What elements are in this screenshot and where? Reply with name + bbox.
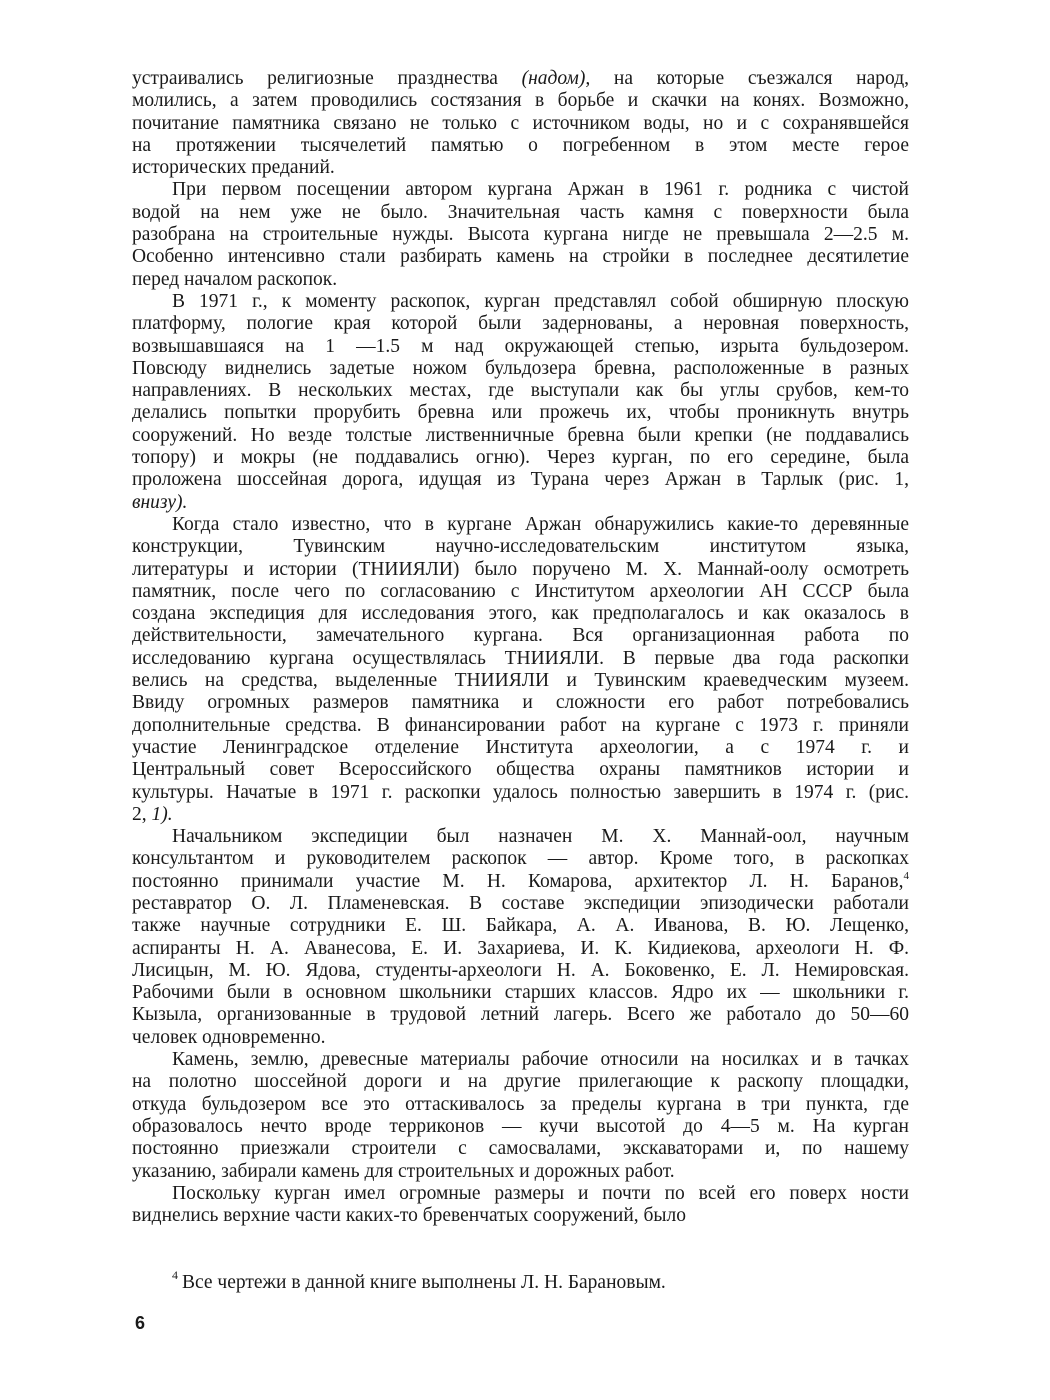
text-line: [132, 625, 909, 647]
text-line: [132, 469, 909, 491]
text-segment: культуры. Начатые в 1971 г. раскопки удалось полностью завершить в 1974 г. (рис.: [132, 781, 909, 803]
text-segment: конструкции, Тувинским научно-исследовательским институтом языка,: [132, 536, 909, 558]
paragraph: [132, 291, 909, 514]
text-line: [132, 202, 909, 224]
text-segment: действительности, замечательного кургана. Вся организационная работа по: [132, 625, 909, 647]
text-segment: проложена шоссейная дорога, идущая из Турана через Аржан в Тарлык (рис. 1,: [132, 469, 909, 491]
text-line: [132, 982, 909, 1004]
text-segment: реставратор О. Л. Пламеневская. В составе экспедиции эпизодически работали: [132, 892, 909, 914]
text-segment: Лисицын, М. Ю. Ядова, студенты-археологи Н. А. Боковенко, Е. Л. Немировская.: [132, 959, 909, 981]
text-segment: на протяжении тысячелетий памятью о погребенном в этом месте герое: [132, 134, 909, 156]
text-segment: Начальником экспедиции был назначен М. Х. Маннай-оол, научным: [172, 826, 909, 848]
text-line: [132, 915, 909, 937]
body-text: [132, 68, 909, 1227]
text-line: [132, 447, 909, 469]
text-segment: Поскольку курган имел огромные размеры и почти по всей его поверх ности: [172, 1182, 909, 1204]
text-segment: виднелись верхние части каких-то бревенчатых сооружений, было: [132, 1205, 687, 1227]
text-segment: молились, а затем проводились состязания в борьбе и скачки на конях. Возможно,: [132, 90, 909, 112]
text-line: [132, 1116, 909, 1138]
text-line: [132, 938, 909, 960]
text-line: [132, 492, 909, 514]
text-line: [132, 402, 909, 424]
text-segment: почитание памятника связано не только с источником воды, но и с сохранявшейся: [132, 112, 909, 134]
text-segment: на которые съезжался народ,: [590, 68, 909, 89]
text-line: [132, 1205, 909, 1227]
text-line: [132, 893, 909, 915]
text-segment: образовалось нечто вроде терриконов — кучи высотой до 4—5 м. На курган: [132, 1115, 909, 1137]
text-segment: В 1971 г., к моменту раскопок, курган представлял собой обширную плоскую: [172, 290, 909, 312]
text-segment: Рабочими были в основном школьники старших классов. Ядро их — школьники г.: [132, 982, 909, 1004]
text-segment: Ввиду огромных размеров памятника и сложности его работ потребовались: [132, 692, 909, 714]
italic-text: 1).: [151, 803, 173, 825]
paragraph: [132, 1183, 909, 1228]
text-segment: Центральный совет Всероссийского общества охраны памятников истории и: [132, 759, 909, 781]
paragraph: [132, 179, 909, 290]
text-line: [132, 336, 909, 358]
text-segment: 2,: [132, 803, 152, 825]
text-line: [132, 1183, 909, 1205]
text-line: [132, 1027, 909, 1049]
footnote: [172, 1268, 666, 1294]
text-segment: Кызыла, организованные в трудовой летний лагерь. Всего же работало до 50—60: [132, 1004, 909, 1026]
text-segment: Когда стало известно, что в кургане Аржан обнаружились какие-то деревянные: [172, 513, 909, 535]
paragraph: [132, 826, 909, 1049]
text-segment: аспиранты Н. А. Аванесова, Е. И. Захариева, И. К. Кидиекова, археологи Н. Ф.: [132, 937, 909, 959]
text-line: [132, 358, 909, 380]
text-segment: постоянно приезжали строители с самосвалами, экскаваторами и, по нашему: [132, 1138, 909, 1160]
text-segment: При первом посещении автором кургана Аржан в 1961 г. родника с чистой: [172, 179, 909, 201]
text-line: [132, 313, 909, 335]
text-segment: исследованию кургана осуществлялась ТНИИЯЛИ. В первые два года раскопки: [132, 647, 909, 669]
text-line: [132, 826, 909, 848]
text-line: [132, 1004, 909, 1026]
text-segment: на полотно шоссейной дороги и на другие прилегающие к раскопу площадки,: [132, 1071, 909, 1093]
text-line: [132, 603, 909, 625]
text-line: [132, 246, 909, 268]
text-line: [132, 715, 909, 737]
paragraph: [132, 68, 909, 179]
text-segment: Особенно интенсивно стали разбирать камень на стройки в последнее десятилетие: [132, 246, 909, 268]
text-line: [132, 179, 909, 201]
text-line: [132, 68, 909, 90]
text-line: [132, 536, 909, 558]
text-line: [132, 782, 909, 804]
text-line: [132, 648, 909, 670]
text-line: [132, 1161, 909, 1183]
text-segment: платформу, пологие края которой были задернованы, а неровная поверхность,: [132, 313, 909, 335]
text-line: [132, 737, 909, 759]
text-segment: участие Ленинградское отделение Института археологии, а с 1974 г. и: [132, 736, 909, 758]
text-line: [132, 90, 909, 112]
text-segment: устраивались религиозные празднества: [132, 68, 522, 89]
text-line: [132, 224, 909, 246]
text-line: [132, 670, 909, 692]
text-segment: также научные сотрудники Е. Ш. Байкара, А. А. Иванова, В. Ю. Лещенко,: [132, 915, 909, 937]
text-segment: Камень, землю, древесные материалы рабочие относили на носилках и в тачках: [172, 1049, 909, 1071]
text-line: [132, 871, 909, 893]
text-line: [132, 692, 909, 714]
text-segment: создана экспедиция для исследования этого, как предполагалось и как оказалось в: [132, 603, 909, 625]
text-segment: исторических преданий.: [132, 157, 335, 179]
italic-text: (надом),: [521, 68, 591, 89]
text-line: [132, 514, 909, 536]
paragraph: [132, 1049, 909, 1183]
page-number: 6: [135, 1313, 146, 1333]
text-segment: велись на средства, выделенные ТНИИЯЛИ и Тувинским краеведческим музеем.: [132, 670, 909, 692]
text-line: [132, 559, 909, 581]
text-segment: откуда бульдозером все это оттаскивалось за пределы кургана в три пункта, где: [132, 1093, 909, 1115]
text-segment: перед началом раскопок.: [132, 268, 338, 290]
text-line: [132, 1049, 909, 1071]
text-line: [132, 1138, 909, 1160]
text-line: [132, 960, 909, 982]
text-segment: Повсюду виднелись задетые ножом бульдозера бревна, расположенные в разных: [132, 357, 909, 379]
footnote-marker: 4: [172, 1268, 178, 1282]
text-line: [132, 1094, 909, 1116]
text-segment: водой на нем уже не было. Значительная часть камня с поверхности была: [132, 201, 909, 223]
text-line: [132, 759, 909, 781]
text-segment: сооружений. Но везде толстые лиственничные бревна были крепки (не поддавались: [132, 424, 909, 446]
text-segment: литературы и истории (ТНИИЯЛИ) было поручено М. Х. Маннай-оолу осмотреть: [132, 558, 909, 580]
text-line: [132, 157, 909, 179]
text-segment: направлениях. В нескольких местах, где выступали как бы углы срубов, кем-то: [132, 380, 909, 402]
text-line: [132, 291, 909, 313]
text-segment: возвышавшаяся на 1 —1.5 м над окружающей степью, изрыта бульдозером.: [132, 335, 909, 357]
text-segment: разобрана на строительные нужды. Высота кургана нигде не превышала 2—2.5 м.: [132, 224, 909, 246]
text-line: [132, 1071, 909, 1093]
text-segment: дополнительные средства. В финансировании работ на кургане с 1973 г. приняли: [132, 714, 909, 736]
text-line: [132, 269, 909, 291]
text-line: [132, 135, 909, 157]
text-segment: постоянно принимали участие М. Н. Комарова, архитектор Л. Н. Баранов,: [132, 870, 904, 892]
text-segment: указанию, забирали камень для строительных и дорожных работ.: [132, 1160, 675, 1182]
text-line: [132, 804, 909, 826]
paragraph: [132, 514, 909, 826]
text-segment: делались попытки прорубить бревна или прожечь их, чтобы проникнуть внутрь: [132, 402, 909, 424]
text-line: [132, 113, 909, 135]
footnote-reference: 4: [903, 869, 909, 882]
text-line: [132, 848, 909, 870]
text-segment: консультантом и руководителем раскопок — автор. Кроме того, в раскопках: [132, 848, 909, 870]
italic-text: внизу).: [132, 491, 188, 513]
text-line: [132, 380, 909, 402]
text-segment: человек одновременно.: [132, 1026, 326, 1048]
footnote-text: Все чертежи в данной книге выполнены Л. Н. Барановым.: [182, 1272, 666, 1293]
text-line: [132, 425, 909, 447]
text-line: [132, 581, 909, 603]
text-segment: топору) и мокры (не поддавались огню). Через курган, по его середине, была: [132, 447, 909, 469]
text-segment: памятник, после чего по согласованию с Институтом археологии АН СССР была: [132, 580, 909, 602]
